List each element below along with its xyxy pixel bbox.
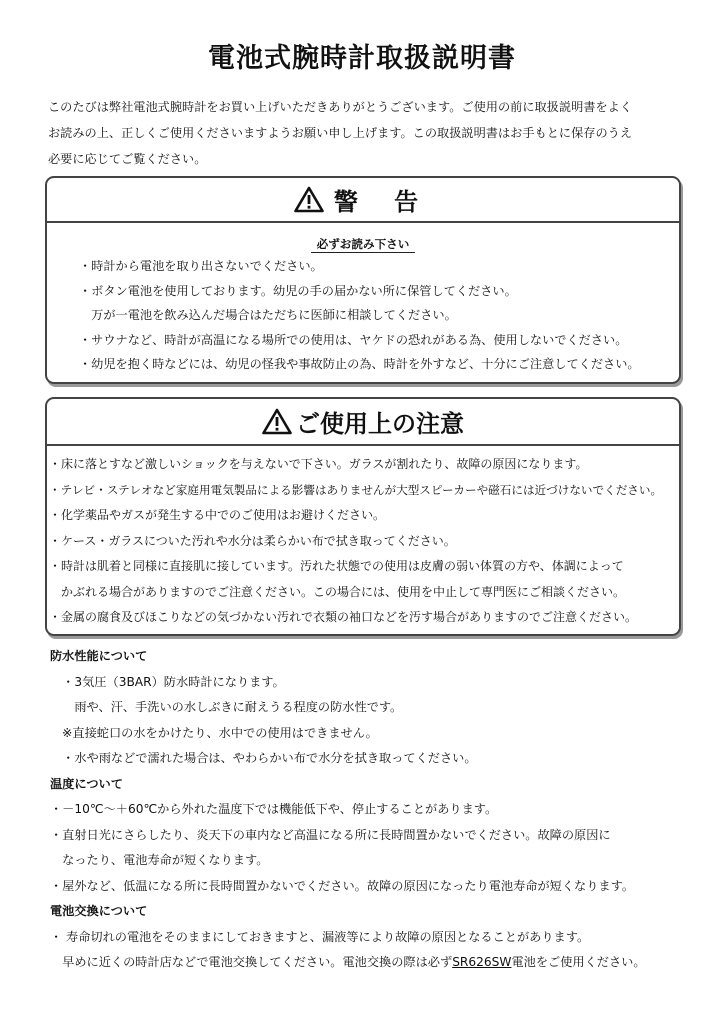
- list-item: ・ボタン電池を使用しております。幼児の手の届かない所に保管してください。: [79, 283, 517, 298]
- battery-line-text: 電池をご使用ください。: [511, 955, 646, 969]
- warning-triangle-icon: [294, 186, 324, 213]
- warning-box: [45, 176, 681, 384]
- list-item: ・ 寿命切れの電池をそのままにしておきますと、漏液等により故障の原因となることがあります。: [50, 929, 590, 944]
- must-read-text: 必ずお読み下さい: [311, 237, 416, 253]
- list-item: 雨や、汗、手洗いの水しぶきに耐えうる程度の防水性です。: [50, 700, 403, 714]
- battery-line-text: 早めに近くの時計店などで電池交換してください。電池交換の際は必ず: [50, 955, 453, 969]
- info-sections: [50, 645, 646, 977]
- list-item: ・屋外など、低温になる所に長時間置かないでください。故障の原因になったり電池寿命が短くなります。: [50, 878, 635, 893]
- list-item: ・水や雨などで濡れた場合は、やわらかい布で水分を拭き取ってください。: [50, 751, 477, 765]
- list-item: ・サウナなど、時計が高温になる場所での使用は、ヤケドの恐れがある為、使用しないでください。: [79, 332, 628, 347]
- caution-header: [47, 399, 679, 446]
- list-item: ・テレビ・ステレオなど家庭用電気製品による影響はありませんが大型スピーカーや磁石には近づけないでください。: [49, 482, 663, 497]
- document-title: 電池式腕時計取扱説明書: [208, 43, 516, 74]
- list-item: ・－10℃～＋60℃から外れた温度下では機能低下や、停止することがあります。: [50, 802, 498, 816]
- list-item: 万が一電池を飲み込んだ場合はただちに医師に相談してください。: [79, 308, 457, 322]
- list-item: ・3気圧（3BAR）防水時計になります。: [50, 674, 285, 689]
- caution-list: [49, 454, 662, 633]
- waterproof-heading: 防水性能について: [50, 649, 148, 663]
- list-item: ・幼児を抱く時などには、幼児の怪我や事故防止の為、時計を外すなど、十分にご注意してください。: [79, 357, 640, 371]
- must-read-label: [47, 233, 679, 252]
- warning-list: [79, 256, 640, 379]
- list-item: ・時計から電池を取り出さないでください。: [79, 259, 323, 273]
- warning-header: [47, 178, 679, 223]
- list-item: ※直接蛇口の水をかけたり、水中での使用はできません。: [50, 725, 378, 740]
- caution-box: [45, 397, 681, 636]
- intro-line: お読みの上、正しくご使用くださいますようお願い申し上げます。この取扱説明書はお手もとに保存のうえ: [48, 126, 633, 140]
- list-item: ・床に落とすなど激しいショックを与えないで下さい。ガラスが割れたり、故障の原因になります。: [49, 457, 588, 471]
- list-item: ・時計は肌着と同様に直接肌に接しています。汚れた状態での使用は皮膚の弱い体質の方や、体調によって: [49, 559, 624, 573]
- warning-title: 警 告: [333, 188, 433, 216]
- warning-triangle-icon: [262, 408, 292, 435]
- list-item: なったり、電池寿命が短くなります。: [50, 853, 269, 867]
- list-item: ・直射日光にさらしたり、炎天下の車内など高温になる所に長時間置かないでください。故障の原因に: [50, 827, 611, 842]
- list-item: ・化学薬品やガスが発生する中でのご使用はお避けください。: [49, 508, 386, 522]
- list-item: かぶれる場合がありますのでご注意ください。この場合には、使用を中止して専門医にご相談ください。: [49, 584, 626, 599]
- intro-line: 必要に応じてご覧ください。: [48, 152, 207, 166]
- list-item: [50, 951, 646, 977]
- list-item: ・金属の腐食及びほこりなどの気づかない汚れで衣類の袖口などを汚す場合がありますのでご注意ください。: [49, 610, 638, 624]
- intro-paragraph: [48, 97, 688, 175]
- caution-title: ご使用上の注意: [296, 410, 464, 438]
- intro-line: このたびは弊社電池式腕時計をお買い上げいただきありがとうございます。ご使用の前に取扱説明書をよく: [48, 100, 633, 114]
- battery-heading: 電池交換について: [50, 904, 148, 918]
- list-item: ・ケース・ガラスについた汚れや水分は柔らかい布で拭き取ってください。: [49, 533, 456, 548]
- battery-model: SR626SW: [452, 955, 512, 969]
- temperature-heading: 温度について: [50, 776, 123, 791]
